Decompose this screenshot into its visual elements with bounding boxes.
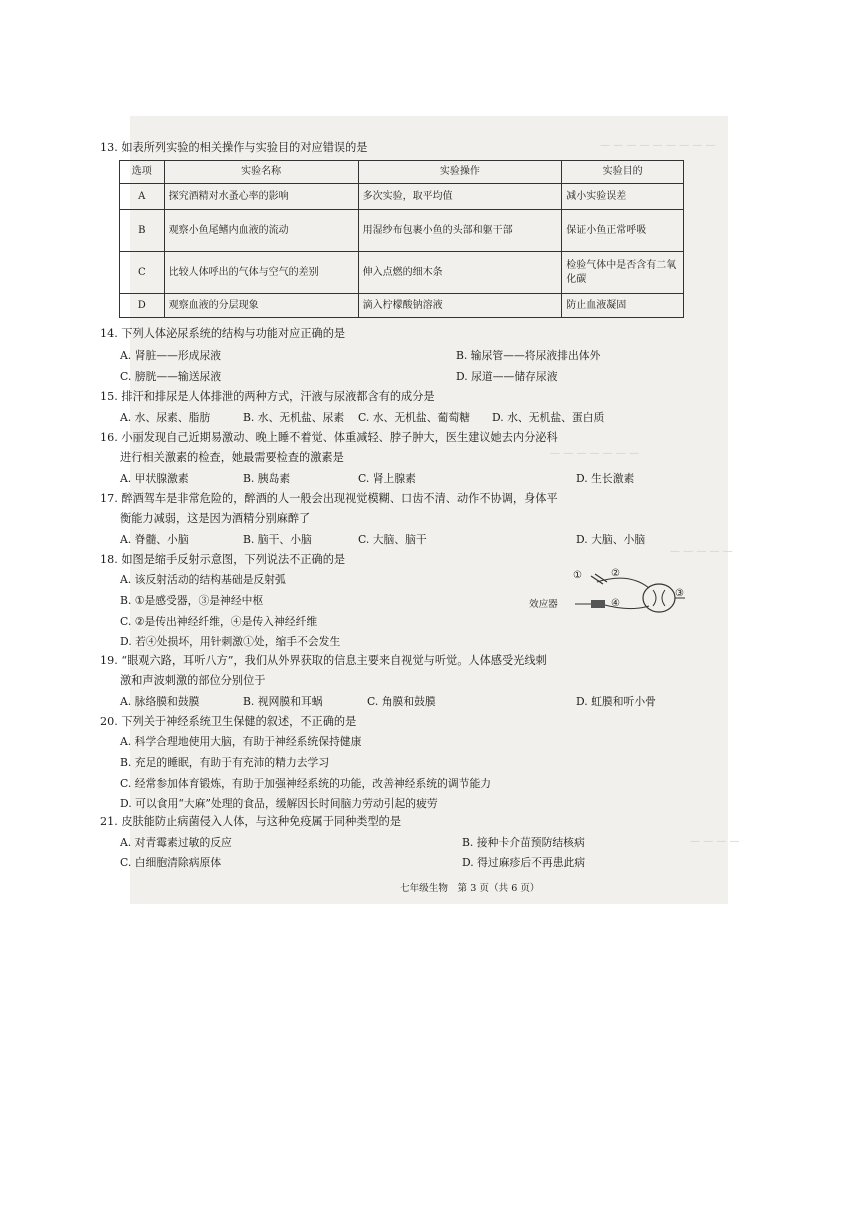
row-operation: 伸入点燃的细木条 [358, 252, 562, 294]
marker-4: ④ [611, 598, 620, 609]
question-19-stem: 19. “眼观六路，耳听八方”，我们从外界获取的信息主要来自视觉与听觉。人体感受光线刺 [100, 654, 547, 667]
q14-option-d: D. 尿道——储存尿液 [456, 370, 558, 383]
page-footer: 七年级生物 第 3 页（共 6 页） [400, 883, 540, 894]
q18-option-b: B. ①是感受器，③是神经中枢 [120, 594, 264, 607]
question-16-stem: 16. 小丽发现自己近期易激动、晚上睡不着觉、体重减轻、脖子肿大，医生建议她去内分泌科 [100, 431, 558, 444]
question-15-stem: 15. 排汗和排尿是人体排泄的两种方式，汗液与尿液都含有的成分是 [100, 390, 435, 403]
q20-option-d: D. 可以食用“大麻”处理的食品，缓解因长时间脑力劳动引起的疲劳 [120, 797, 438, 810]
experiment-table [119, 160, 684, 318]
q14-option-b: B. 输尿管——将尿液排出体外 [456, 349, 601, 362]
row-purpose: 防止血液凝固 [562, 294, 684, 318]
row-experiment-name: 探究酒精对水蚤心率的影响 [164, 184, 358, 210]
row-experiment-name: 比较人体呼出的气体与空气的差别 [164, 252, 358, 294]
row-operation: 滴入柠檬酸钠溶液 [358, 294, 562, 318]
effector-label: 效应器 [529, 599, 558, 610]
q18-option-a: A. 该反射活动的结构基础是反射弧 [120, 573, 286, 586]
question-14-stem: 14. 下列人体泌尿系统的结构与功能对应正确的是 [100, 327, 346, 340]
question-13-stem: 13. 如表所列实验的相关操作与实验目的对应错误的是 [100, 141, 368, 154]
question-21-stem: 21. 皮肤能防止病菌侵入人体，与这种免疫属于同种类型的是 [100, 815, 402, 828]
q15-option-a: A. 水、尿素、脂肪 [120, 411, 211, 424]
table-row [120, 294, 684, 318]
row-purpose: 减小实验误差 [562, 184, 684, 210]
row-option: B [120, 210, 165, 252]
row-purpose: 保证小鱼正常呼吸 [562, 210, 684, 252]
reflex-arc-diagram [529, 568, 689, 616]
row-operation: 用湿纱布包裹小鱼的头部和躯干部 [358, 210, 562, 252]
header-operation: 实验操作 [358, 161, 562, 184]
question-20-stem: 20. 下列关于神经系统卫生保健的叙述，不正确的是 [100, 715, 357, 728]
q20-option-b: B. 充足的睡眠，有助于有充沛的精力去学习 [120, 756, 330, 769]
row-option: C [120, 252, 165, 294]
question-16-stem-cont: 进行相关激素的检查，她最需要检查的激素是 [120, 451, 344, 464]
header-purpose: 实验目的 [562, 161, 684, 184]
q19-option-d: D. 虹膜和听小骨 [576, 695, 656, 708]
q16-option-d: D. 生长激素 [576, 472, 635, 485]
q18-option-c: C. ②是传出神经纤维，④是传入神经纤维 [120, 615, 318, 628]
q21-option-c: C. 白细胞清除病原体 [120, 856, 222, 869]
table-row [120, 184, 684, 210]
header-experiment-name: 实验名称 [164, 161, 358, 184]
question-17-stem: 17. 醉酒驾车是非常危险的，醉酒的人一般会出现视觉模糊、口齿不清、动作不协调，身体平 [100, 492, 558, 505]
q20-option-c: C. 经常参加体育锻炼，有助于加强神经系统的功能，改善神经系统的调节能力 [120, 777, 492, 790]
row-experiment-name: 观察小鱼尾鳍内血液的流动 [164, 210, 358, 252]
q17-option-b: B. 脑干、小脑 [243, 533, 312, 546]
q19-option-a: A. 脉络膜和鼓膜 [120, 695, 200, 708]
q16-option-a: A. 甲状腺激素 [120, 472, 189, 485]
row-option: A [120, 184, 165, 210]
q16-option-c: C. 肾上腺素 [358, 472, 416, 485]
q21-option-d: D. 得过麻疹后不再患此病 [462, 856, 586, 869]
question-18-stem: 18. 如图是缩手反射示意图，下列说法不正确的是 [100, 553, 346, 566]
q17-option-d: D. 大脑、小脑 [576, 533, 646, 546]
table-row [120, 252, 684, 294]
row-experiment-name: 观察血液的分层现象 [164, 294, 358, 318]
q21-option-a: A. 对青霉素过敏的反应 [120, 836, 232, 849]
q21-option-b: B. 接种卡介苗预防结核病 [462, 836, 585, 849]
q19-option-c: C. 角膜和鼓膜 [367, 695, 436, 708]
row-operation: 多次实验，取平均值 [358, 184, 562, 210]
q18-option-d: D. 若④处损坏，用针刺激①处，缩手不会发生 [120, 635, 341, 648]
marker-3: ③ [675, 588, 684, 599]
q15-option-d: D. 水、无机盐、蛋白质 [492, 411, 605, 424]
q17-option-a: A. 脊髓、小脑 [120, 533, 189, 546]
q15-option-c: C. 水、无机盐、葡萄糖 [358, 411, 470, 424]
table-header-row [120, 161, 684, 184]
q14-option-a: A. 肾脏——形成尿液 [120, 349, 222, 362]
marker-1: ① [573, 570, 582, 581]
q14-option-c: C. 膀胱——输送尿液 [120, 370, 222, 383]
q15-option-b: B. 水、无机盐、尿素 [243, 411, 345, 424]
row-option: D [120, 294, 165, 318]
table-row [120, 210, 684, 252]
marker-2: ② [611, 568, 620, 579]
exam-page: — — — — — — — — — — — — — — — — — — — — — — — — — [130, 116, 728, 904]
q19-option-b: B. 视网膜和耳蜗 [243, 695, 323, 708]
question-19-stem-cont: 激和声波刺激的部位分别位于 [120, 674, 266, 687]
q17-option-c: C. 大脑、脑干 [358, 533, 427, 546]
question-17-stem-cont: 衡能力减弱，这是因为酒精分别麻醉了 [120, 512, 311, 525]
row-purpose: 检验气体中是否含有二氧化碳 [562, 252, 684, 294]
q20-option-a: A. 科学合理地使用大脑，有助于神经系统保持健康 [120, 735, 362, 748]
q16-option-b: B. 胰岛素 [243, 472, 291, 485]
header-option: 选项 [120, 161, 165, 184]
